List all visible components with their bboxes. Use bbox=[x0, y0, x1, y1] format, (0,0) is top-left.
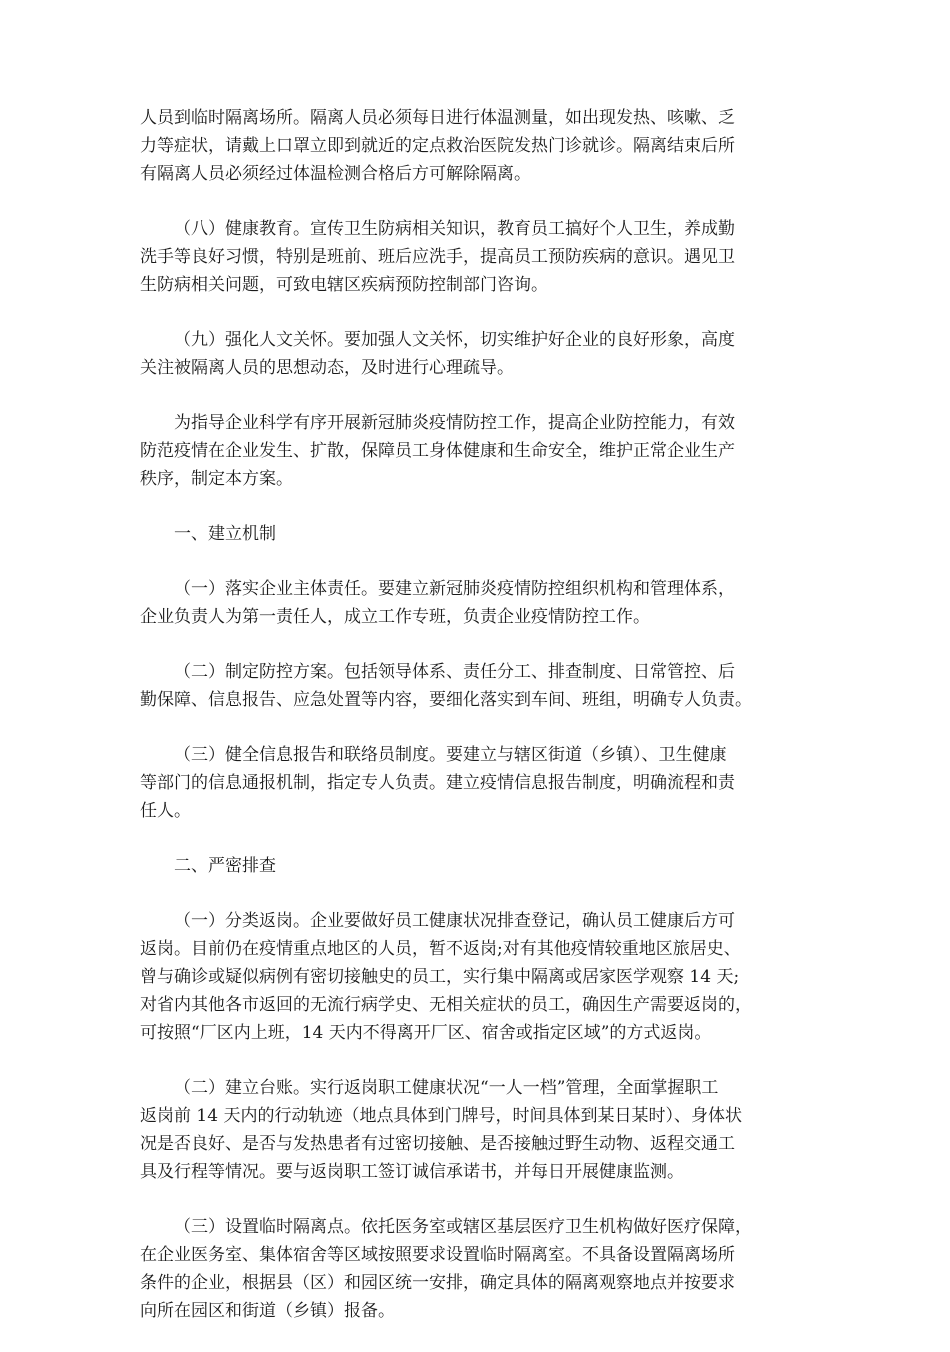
section-heading: 一、建立机制 bbox=[174, 524, 276, 544]
document-body bbox=[140, 104, 830, 1352]
text-line: 生防病相关问题，可致电辖区疾病预防控制部门咨询。 bbox=[140, 275, 548, 295]
text-line: （二）建立台账。实行返岗职工健康状况“一人一档”管理，全面掌握职工 bbox=[174, 1078, 719, 1098]
text-line: （三）健全信息报告和联络员制度。要建立与辖区街道（乡镇）、卫生健康 bbox=[174, 745, 727, 765]
paragraph-isolation-point bbox=[140, 1213, 830, 1325]
text-line: （一）分类返岗。企业要做好员工健康状况排查登记，确认员工健康后方可 bbox=[174, 911, 735, 931]
text-line: 返岗前 14 天内的行动轨迹（地点具体到门牌号，时间具体到某日某时）、身体状 bbox=[140, 1106, 742, 1126]
paragraph-humanistic-care bbox=[140, 326, 830, 382]
text-line: 秩序，制定本方案。 bbox=[140, 469, 293, 489]
section-heading-strict-screening bbox=[140, 852, 830, 880]
text-line: 在企业医务室、集体宿舍等区域按照要求设置临时隔离室。不具备设置隔离场所 bbox=[140, 1245, 735, 1265]
text-line: 条件的企业，根据县（区）和园区统一安排，确定具体的隔离观察地点并按要求 bbox=[140, 1273, 735, 1293]
text-line: （二）制定防控方案。包括领导体系、责任分工、排查制度、日常管控、后 bbox=[174, 662, 735, 682]
text-line: 有隔离人员必须经过体温检测合格后方可解除隔离。 bbox=[140, 164, 531, 184]
text-line: 关注被隔离人员的思想动态，及时进行心理疏导。 bbox=[140, 358, 514, 378]
paragraph-plan-purpose bbox=[140, 409, 830, 493]
section-heading: 二、严密排查 bbox=[174, 856, 276, 876]
text-line: 力等症状，请戴上口罩立即到就近的定点救治医院发热门诊就诊。隔离结束后所 bbox=[140, 136, 735, 156]
text-line: 对省内其他各市返回的无流行病学史、无相关症状的员工，确因生产需要返岗的， bbox=[140, 995, 752, 1015]
text-line: 为指导企业科学有序开展新冠肺炎疫情防控工作，提高企业防控能力，有效 bbox=[174, 413, 735, 433]
text-line: 人员到临时隔离场所。隔离人员必须每日进行体温测量，如出现发热、咳嗽、乏 bbox=[140, 108, 735, 128]
text-line: （八）健康教育。宣传卫生防病相关知识，教育员工搞好个人卫生，养成勤 bbox=[174, 219, 735, 239]
paragraph-isolation-continued bbox=[140, 104, 830, 188]
text-line: 等部门的信息通报机制，指定专人负责。建立疫情信息报告制度，明确流程和责 bbox=[140, 773, 735, 793]
text-line: 况是否良好、是否与发热患者有过密切接触、是否接触过野生动物、返程交通工 bbox=[140, 1134, 735, 1154]
section-heading-establish-mechanism bbox=[140, 520, 830, 548]
paragraph-health-education bbox=[140, 215, 830, 299]
paragraph-classified-return bbox=[140, 907, 830, 1047]
text-line: 向所在园区和街道（乡镇）报备。 bbox=[140, 1301, 395, 1321]
text-line: （一）落实企业主体责任。要建立新冠肺炎疫情防控组织机构和管理体系， bbox=[174, 579, 735, 599]
text-line: 企业负责人为第一责任人，成立工作专班，负责企业疫情防控工作。 bbox=[140, 607, 650, 627]
paragraph-control-plan bbox=[140, 658, 830, 714]
text-line: （三）设置临时隔离点。依托医务室或辖区基层医疗卫生机构做好医疗保障， bbox=[174, 1217, 752, 1237]
text-line: 勤保障、信息报告、应急处置等内容，要细化落实到车间、班组，明确专人负责。 bbox=[140, 690, 752, 710]
text-line: 洗手等良好习惯，特别是班前、班后应洗手，提高员工预防疾病的意识。遇见卫 bbox=[140, 247, 735, 267]
text-line: 防范疫情在企业发生、扩散，保障员工身体健康和生命安全，维护正常企业生产 bbox=[140, 441, 735, 461]
text-line: （九）强化人文关怀。要加强人文关怀，切实维护好企业的良好形象，高度 bbox=[174, 330, 735, 350]
paragraph-information-reporting bbox=[140, 741, 830, 825]
text-line: 具及行程等情况。要与返岗职工签订诚信承诺书，并每日开展健康监测。 bbox=[140, 1162, 684, 1182]
text-line: 返岗。目前仍在疫情重点地区的人员，暂不返岗;对有其他疫情较重地区旅居史、 bbox=[140, 939, 741, 959]
paragraph-ledger bbox=[140, 1074, 830, 1186]
paragraph-enterprise-responsibility bbox=[140, 575, 830, 631]
text-line: 任人。 bbox=[140, 801, 191, 821]
text-line: 可按照“厂区内上班，14 天内不得离开厂区、宿舍或指定区域”的方式返岗。 bbox=[140, 1023, 712, 1043]
text-line: 曾与确诊或疑似病例有密切接触史的员工，实行集中隔离或居家医学观察 14 天; bbox=[140, 967, 740, 987]
